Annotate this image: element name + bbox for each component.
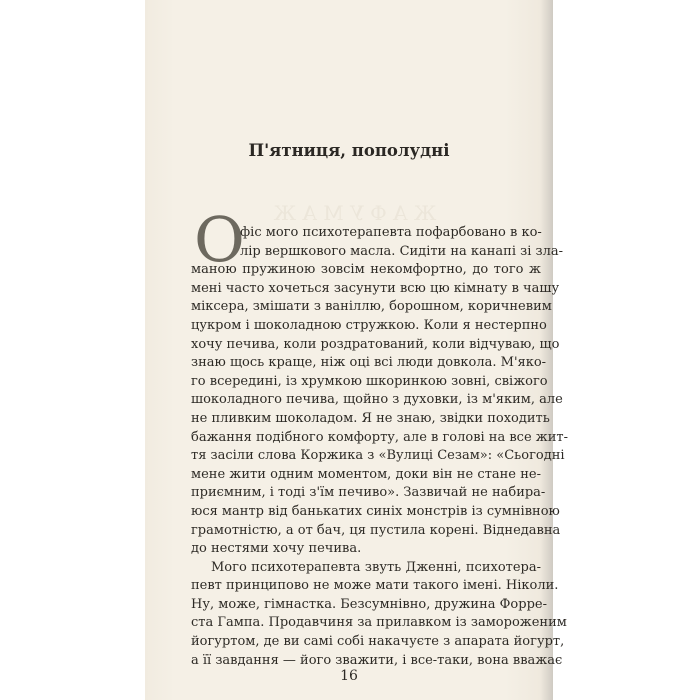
text-line: до нестями хочу печива.: [191, 541, 362, 557]
drop-cap: О: [194, 203, 245, 276]
text-line: не пливким шоколадом. Я не знаю, звідки походить: [191, 410, 550, 426]
text-line: а її завдання — його зважити, і все-таки, вона вважає: [191, 652, 563, 668]
text-line: Мого психотерапевта звуть Дженні, психотера-: [211, 559, 541, 575]
text-line: міксера, змішати з ваніллю, борошном, коричневим: [191, 299, 552, 315]
text-line: тя засіли слова Коржика з «Вулиці Сезам»: «Сьогодні: [191, 448, 565, 464]
bleed-through-text: ЖАФУМАЖ: [267, 201, 437, 225]
text-line: мене жити одним моментом, доки він не стане не-: [191, 466, 541, 482]
chapter-title: П'ятниця, пополудні: [248, 141, 450, 160]
text-line: Ну, може, гімнастка. Безсумнівно, дружина Форре-: [191, 596, 547, 612]
text-line: шоколадного печива, щойно з духовки, із м'яким, але: [191, 392, 563, 408]
text-line: юся мантр від банькатих синіх монстрів із сумнівною: [191, 503, 560, 519]
text-line: го всередині, із хрумкою шкоринкою зовні, свіжого: [191, 373, 548, 389]
page-number: 16: [340, 668, 358, 684]
text-line: бажання подібного комфорту, але в голові на все жит-: [191, 429, 568, 445]
text-line: хочу печива, коли роздратований, коли відчуваю, що: [191, 336, 560, 352]
text-line: певт принципово не може мати такого імені. Ніколи.: [191, 578, 559, 594]
text-line: грамотністю, а от бач, ця пустила корені. Віднедавна: [191, 522, 561, 538]
text-line: приємним, і тоді з'їм печиво». Зазвичай не набира-: [191, 485, 546, 501]
text-line: маною пружиною зовсім некомфортно, до того ж: [191, 262, 541, 278]
text-line: мені часто хочеться засунути всю цю кімнату в чашу: [191, 280, 560, 296]
text-line: ста Гампа. Продавчиня за прилавком із замороженим: [191, 615, 567, 631]
text-line: фіс мого психотерапевта пофарбовано в ко-: [240, 225, 542, 240]
body-text: [191, 224, 568, 670]
paragraph-2: [191, 559, 567, 671]
text-line: цукром і шоколадною стружкою. Коли я нестерпно: [191, 317, 547, 333]
paragraph-1: [191, 224, 568, 559]
text-line: йогуртом, де ви самі собі накачуєте з апарата йогурт,: [191, 634, 565, 650]
text-line: лір вершкового масла. Сидіти на канапі зі зла-: [240, 243, 564, 259]
text-line: знаю щось краще, ніж оці всі люди довкола. М'яко-: [191, 355, 547, 371]
